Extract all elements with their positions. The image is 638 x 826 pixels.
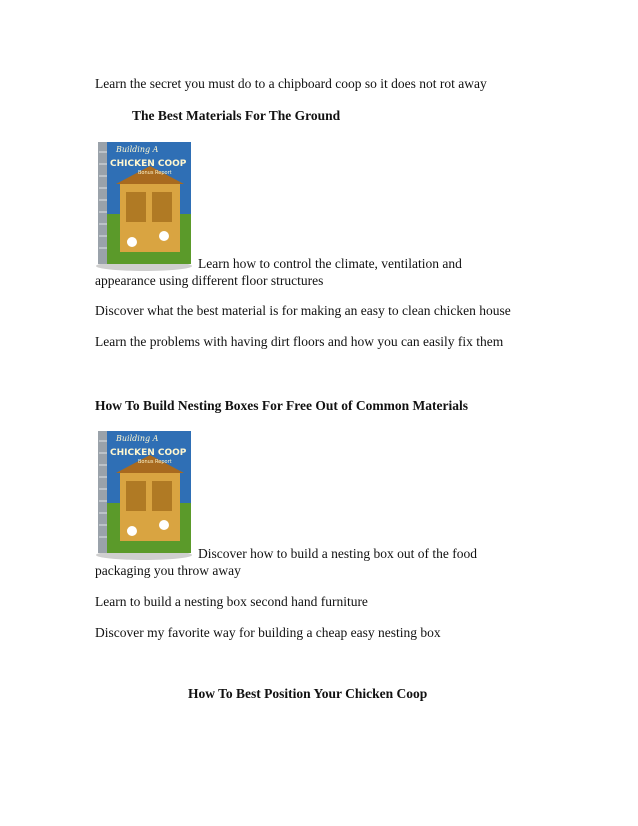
cover-title-script: Building A (116, 434, 159, 443)
cover-title-sub: Bonus Report (138, 170, 172, 176)
heading-ground-materials: The Best Materials For The Ground (132, 108, 341, 123)
bullet-food-line2: packaging you throw away (95, 563, 241, 578)
book-cover-image (94, 138, 194, 273)
bullet-climate-line2: appearance using different floor structures (95, 273, 324, 288)
cover-title-sub: Bonus Report (138, 459, 172, 465)
bullet-climate-line1: Learn how to control the climate, ventilation and (198, 256, 462, 271)
bullet-chipboard: Learn the secret you must do to a chipboard coop so it does not rot away (95, 76, 487, 91)
heading-position-coop: How To Best Position Your Chicken Coop (188, 686, 428, 701)
cover-title-main: CHICKEN COOP (110, 448, 187, 458)
cover-title-main: CHICKEN COOP (110, 159, 187, 169)
chicken-coop-book-icon (94, 427, 194, 562)
chicken-coop-book-icon (94, 138, 194, 273)
book-cover-image (94, 427, 194, 562)
bullet-dirt-floors: Learn the problems with having dirt floors and how you can easily fix them (95, 334, 504, 349)
bullet-food-line1: Discover how to build a nesting box out of the food (198, 546, 477, 561)
bullet-furniture: Learn to build a nesting box second hand furniture (95, 594, 368, 609)
bullet-clean-house: Discover what the best material is for making an easy to clean chicken house (95, 303, 511, 318)
cover-title-script: Building A (116, 145, 159, 154)
bullet-favorite: Discover my favorite way for building a cheap easy nesting box (95, 625, 441, 640)
heading-nesting-boxes: How To Build Nesting Boxes For Free Out of Common Materials (95, 398, 468, 413)
